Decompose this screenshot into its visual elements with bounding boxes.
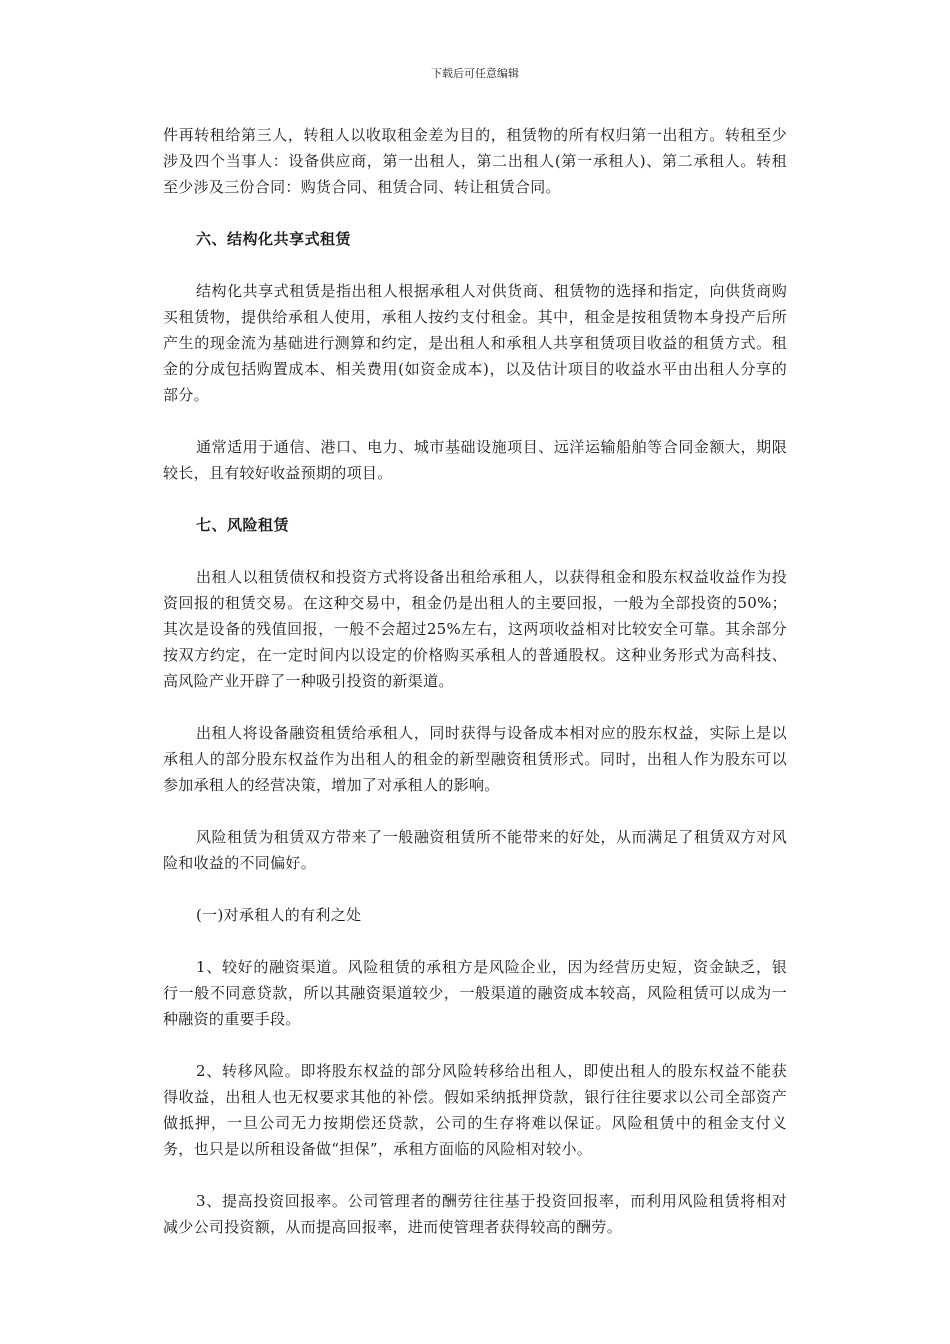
- paragraph-structured-lease-applicability: 通常适用于通信、港口、电力、城市基础设施项目、远洋运输船舶等合同金额大，期限较长，且有较好收益预期的项目。: [163, 438, 787, 482]
- paragraph-venture-lease-benefits: 风险租赁为租赁双方带来了一般融资租赁所不能带来的好处，从而满足了租赁双方对风险和收益的不同偏好。: [163, 828, 787, 872]
- list-item-return-on-investment: 3、提高投资回报率。公司管理者的酬劳往往基于投资回报率，而利用风险租赁将相对减少公司投资额，从而提高回报率，进而使管理者获得较高的酬劳。: [163, 1192, 787, 1236]
- list-item-transfer-risk: 2、转移风险。即将股东权益的部分风险转移给出租人，即使出租人的股东权益不能获得收益，出租人也无权要求其他的补偿。假如采纳抵押贷款，银行往往要求以公司全部资产做抵押，一旦公司无力按期偿还贷款，公司的生存将难以保证。风险租赁中的租金支付义务，也只是以所租设备做“担保”，承租方面临的风险相对较小。: [163, 1062, 787, 1158]
- paragraph-sublease-intro: 件再转租给第三人，转租人以收取租金差为目的，租赁物的所有权归第一出租方。转租至少涉及四个当事人：设备供应商，第一出租人，第二出租人(第一承租人)、第二承租人。转租至少涉及三份合同：购货合同、租赁合同、转让租赁合同。: [163, 126, 787, 196]
- subheading-lessee-advantages: (一)对承租人的有利之处: [196, 906, 362, 924]
- paragraph-venture-lease-definition: 出租人以租赁债权和投资方式将设备出租给承租人，以获得租金和股东权益收益作为投资回报的租赁交易。在这种交易中，租金仍是出租人的主要回报，一般为全部投资的50%；其次是设备的残值回报，一般不会超过25%左右，这两项收益相对比较安全可靠。其余部分按双方约定，在一定时间内以设定的价格购买承租人的普通股权。这种业务形式为高科技、高风险产业开辟了一种吸引投资的新渠道。: [163, 568, 787, 690]
- document-body: [163, 122, 787, 1266]
- paragraph-venture-lease-equity: 出租人将设备融资租赁给承租人，同时获得与设备成本相对应的股东权益，实际上是以承租人的部分股东权益作为出租人的租金的新型融资租赁形式。同时，出租人作为股东可以参加承租人的经营决策，增加了对承租人的影响。: [163, 724, 787, 794]
- section-heading-structured-shared-lease: 六、结构化共享式租赁: [196, 230, 352, 248]
- page-header-note: 下载后可任意编辑: [431, 67, 519, 80]
- paragraph-structured-lease-definition: 结构化共享式租赁是指出租人根据承租人对供货商、租赁物的选择和指定，向供货商购买租赁物，提供给承租人使用，承租人按约支付租金。其中，租金是按租赁物本身投产后所产生的现金流为基础进行测算和约定，是出租人和承租人共享租赁项目收益的租赁方式。租金的分成包括购置成本、相关费用(如资金成本)，以及估计项目的收益水平由出租人分享的部分。: [163, 282, 787, 404]
- section-heading-venture-lease: 七、风险租赁: [196, 516, 290, 534]
- list-item-financing-channel: 1、较好的融资渠道。风险租赁的承租方是风险企业，因为经营历史短，资金缺乏，银行一般不同意贷款，所以其融资渠道较少，一般渠道的融资成本较高，风险租赁可以成为一种融资的重要手段。: [163, 958, 787, 1028]
